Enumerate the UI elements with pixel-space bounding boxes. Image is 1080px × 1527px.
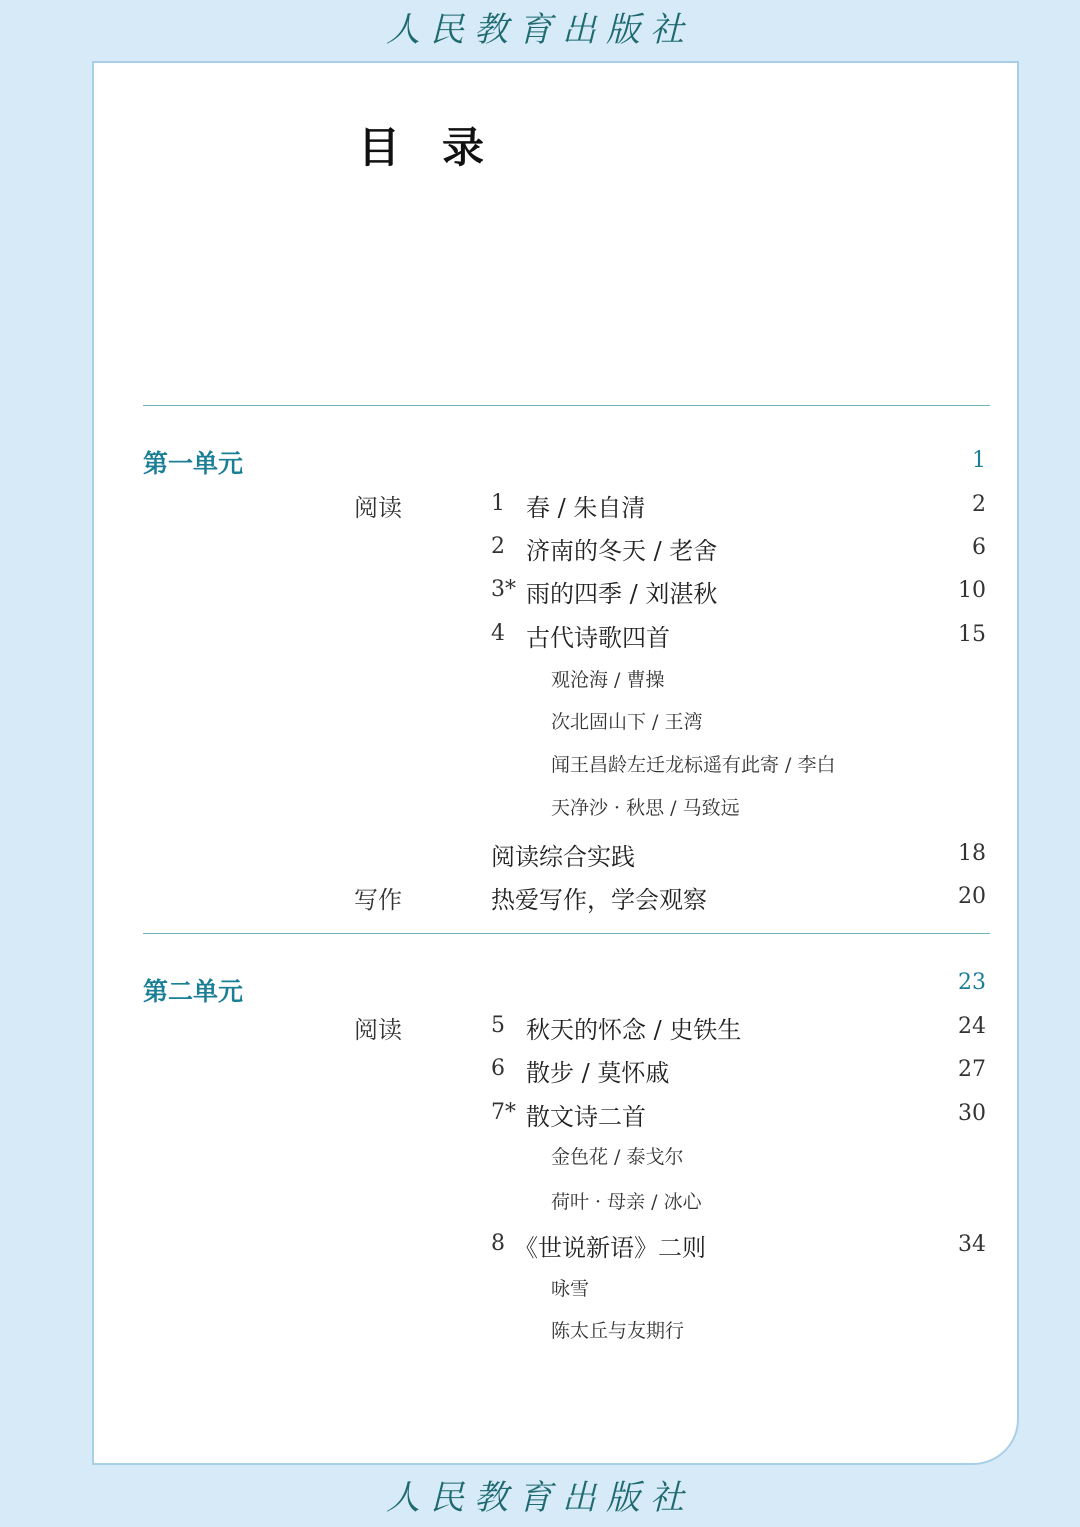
poem-title[interactable]: 次北固山下 / 王湾 bbox=[551, 711, 703, 733]
section-category: 写作 bbox=[354, 886, 402, 914]
lesson-number: 6 bbox=[491, 1056, 505, 1081]
lesson-title[interactable]: 热爱写作，学会观察 bbox=[491, 886, 707, 914]
lesson-number: 5 bbox=[491, 1013, 505, 1038]
lesson-number: 2 bbox=[491, 534, 505, 559]
lesson-number: 7* bbox=[491, 1100, 516, 1125]
unit-page-number: 1 bbox=[972, 448, 986, 473]
lesson-title[interactable]: 散文诗二首 bbox=[526, 1103, 646, 1131]
lesson-page: 6 bbox=[972, 535, 986, 560]
lesson-number: 8 bbox=[491, 1231, 505, 1256]
poem-title[interactable]: 陈太丘与友期行 bbox=[551, 1320, 685, 1342]
lesson-page: 27 bbox=[958, 1057, 986, 1082]
poem-title[interactable]: 咏雪 bbox=[551, 1278, 590, 1300]
lesson-page: 30 bbox=[958, 1101, 986, 1126]
divider bbox=[143, 405, 990, 406]
poem-title[interactable]: 荷叶 · 母亲 / 冰心 bbox=[551, 1191, 702, 1213]
publisher-header: 人民教育出版社 bbox=[386, 10, 694, 50]
divider bbox=[143, 933, 990, 934]
lesson-title[interactable]: 秋天的怀念 / 史铁生 bbox=[526, 1016, 742, 1044]
page-title: 目录 bbox=[358, 123, 527, 172]
lesson-title[interactable]: 古代诗歌四首 bbox=[526, 624, 670, 652]
lesson-title[interactable]: 《世说新语》二则 bbox=[514, 1234, 706, 1262]
section-category: 阅读 bbox=[354, 494, 402, 522]
poem-title[interactable]: 闻王昌龄左迁龙标遥有此寄 / 李白 bbox=[551, 754, 836, 776]
lesson-title[interactable]: 雨的四季 / 刘湛秋 bbox=[526, 580, 718, 608]
unit-page-number: 23 bbox=[958, 970, 986, 995]
lesson-title[interactable]: 济南的冬天 / 老舍 bbox=[526, 537, 718, 565]
lesson-page: 18 bbox=[958, 841, 986, 866]
lesson-page: 10 bbox=[958, 578, 986, 603]
poem-title[interactable]: 观沧海 / 曹操 bbox=[551, 669, 665, 691]
lesson-page: 24 bbox=[958, 1014, 986, 1039]
poem-title[interactable]: 金色花 / 泰戈尔 bbox=[551, 1146, 684, 1168]
poem-title[interactable]: 天净沙 · 秋思 / 马致远 bbox=[551, 797, 740, 819]
lesson-page: 2 bbox=[972, 492, 986, 517]
lesson-title[interactable]: 春 / 朱自清 bbox=[526, 494, 646, 522]
lesson-number: 4 bbox=[491, 621, 505, 646]
lesson-page: 15 bbox=[958, 622, 986, 647]
lesson-number: 1 bbox=[491, 491, 505, 516]
unit-title[interactable]: 第一单元 bbox=[143, 449, 244, 478]
lesson-title[interactable]: 阅读综合实践 bbox=[491, 843, 635, 871]
section-category: 阅读 bbox=[354, 1016, 402, 1044]
unit-title[interactable]: 第二单元 bbox=[143, 977, 244, 1006]
lesson-page: 20 bbox=[958, 884, 986, 909]
lesson-number: 3* bbox=[491, 577, 516, 602]
lesson-page: 34 bbox=[958, 1232, 986, 1257]
publisher-footer: 人民教育出版社 bbox=[386, 1478, 694, 1518]
toc-page bbox=[92, 61, 1019, 1465]
lesson-title[interactable]: 散步 / 莫怀戚 bbox=[526, 1059, 670, 1087]
